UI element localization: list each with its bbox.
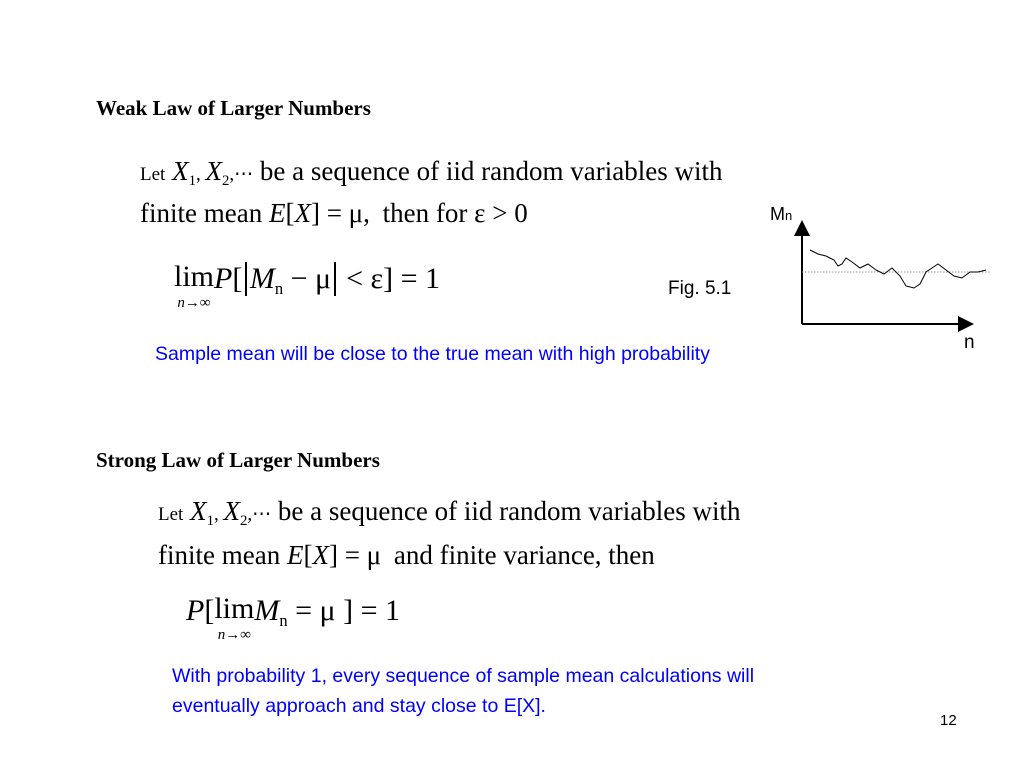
weak-law-heading: Weak Law of Larger Numbers (96, 96, 371, 120)
strong-law-statement-line2: finite mean E[X] = μ and finite variance, then (158, 540, 655, 570)
epsilon-condition: ε > 0 (474, 198, 528, 228)
let-word: Let (140, 164, 166, 185)
weak-law-statement-line2: finite mean E[X] = μ, then for ε > 0 (140, 198, 528, 228)
and-variance-text: and finite variance, then (393, 540, 655, 570)
x2-variable: $X_2$ (205, 156, 230, 190)
strong-law-statement-line1: Let $X_1$, $X_2,\cdots$ be a sequence of iid random variables with (158, 496, 741, 530)
figure-label: Fig. 5.1 (668, 278, 732, 299)
strong-caption-line2: eventually approach and stay close to E[X]. (172, 695, 546, 717)
figure-y-axis-label: Mn (770, 204, 793, 224)
page-number: 12 (940, 712, 957, 729)
ellipsis: ,⋯ (229, 164, 254, 185)
weak-line1-text: be a sequence of iid random variables with (259, 156, 723, 186)
then-for-text: then for (382, 198, 468, 228)
limit-operator: lim n→∞ (174, 260, 215, 311)
x1-variable: $X_1$ (190, 496, 214, 530)
strong-line1-text: be a sequence of iid random variables with (277, 496, 741, 526)
strong-law-formula: P[ lim n→∞ $M_n = \mu$ ] = 1 (186, 592, 401, 643)
strong-law-heading: Strong Law of Larger Numbers (96, 448, 380, 472)
weak-law-formula: lim n→∞ P[ $M_n - \mu < \varepsilon] = 1$ (174, 260, 441, 311)
x2-variable: $X_2$ (223, 496, 248, 530)
let-word: Let (158, 504, 184, 525)
strong-law-caption (172, 661, 754, 721)
sample-mean-figure (780, 214, 1004, 340)
eq-mu: = μ, (319, 198, 370, 228)
weak-law-caption: Sample mean will be close to the true mean with high probability (155, 343, 710, 365)
eq-mu: = μ (337, 540, 382, 570)
limit-operator: lim n→∞ (214, 592, 255, 643)
x1-variable: $X_1$ (172, 156, 196, 190)
finite-mean-text: finite mean (140, 198, 263, 228)
ellipsis: ,⋯ (247, 504, 272, 525)
finite-mean-text: finite mean (158, 540, 281, 570)
strong-caption-line1: With probability 1, every sequence of sample mean calculations will (172, 665, 755, 687)
figure-x-axis-label: n (964, 332, 975, 353)
weak-law-statement-line1: Let $X_1$, $X_2,\cdots$ be a sequence of iid random variables with (140, 156, 723, 190)
sample-mean-path (810, 250, 986, 288)
